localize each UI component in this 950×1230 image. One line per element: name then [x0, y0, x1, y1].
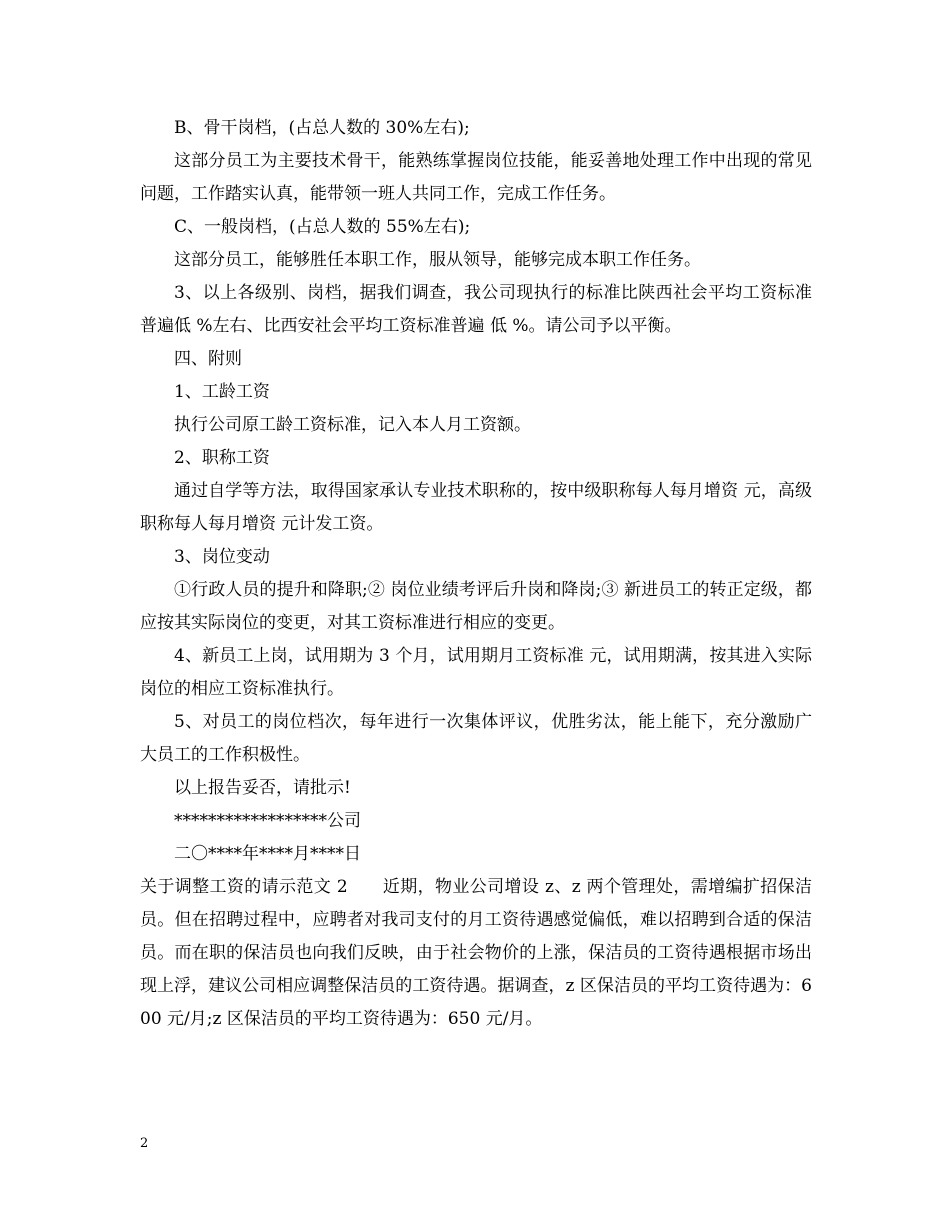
paragraph: ①行政人员的提升和降职;② 岗位业绩考评后升岗和降岗;③ 新进员工的转正定级，都应按其实际岗位的变更，对其工资标准进行相应的变更。	[140, 580, 812, 633]
paragraph: 这部分员工为主要技术骨干，能熟练掌握岗位技能，能妥善地处理工作中出现的常见问题，工作踏实认真，能带领一班人共同工作，完成工作任务。	[140, 151, 812, 204]
page-number: 2	[140, 1136, 149, 1151]
paragraph: 执行公司原工龄工资标准，记入本人月工资额。	[174, 415, 531, 435]
paragraph: 关于调整工资的请示范文 2 近期，物业公司增设 z、z 两个管理处，需增编扩招保洁员。但在招聘过程中，应聘者对我司支付的月工资待遇感觉偏低，难以招聘到合适的保洁员。而在职的保洁员也向我们反映，由于社会物价的上涨，保洁员的工资待遇根据市场出现上浮，建议公司相应调整保洁员的工资待遇。据调查，z 区保洁员的平均工资待遇为：600 元/月;z 区保洁员的平均工资待遇为：650 元/月。	[140, 877, 812, 1029]
closing-line: 以上报告妥否，请批示!	[174, 778, 351, 798]
signature-date: 二〇****年****月****日	[174, 844, 361, 864]
paragraph: 这部分员工，能够胜任本职工作，服从领导，能够完成本职工作任务。	[174, 250, 701, 270]
document-body	[140, 112, 812, 1036]
subsection-heading: 3、岗位变动	[174, 547, 270, 567]
paragraph: 3、以上各级别、岗档，据我们调查，我公司现执行的标准比陕西社会平均工资标准普遍低 %左右、比西安社会平均工资标准普遍 低 %。请公司予以平衡。	[140, 283, 812, 336]
section-heading: 四、附则	[174, 349, 242, 369]
subsection-heading: 1、工龄工资	[174, 382, 270, 402]
paragraph: 5、对员工的岗位档次，每年进行一次集体评议，优胜劣汰，能上能下，充分激励广大员工的工作积极性。	[140, 712, 812, 765]
paragraph: B、骨干岗档，(占总人数的 30%左右);	[174, 118, 470, 138]
paragraph: C、一般岗档，(占总人数的 55%左右);	[174, 217, 471, 237]
subsection-heading: 2、职称工资	[174, 448, 270, 468]
signature-company: ******************公司	[174, 811, 361, 831]
paragraph: 4、新员工上岗，试用期为 3 个月，试用期月工资标准 元，试用期满，按其进入实际岗位的相应工资标准执行。	[140, 646, 812, 699]
paragraph: 通过自学等方法，取得国家承认专业技术职称的，按中级职称每人每月增资 元，高级职称每人每月增资 元计发工资。	[140, 481, 812, 534]
